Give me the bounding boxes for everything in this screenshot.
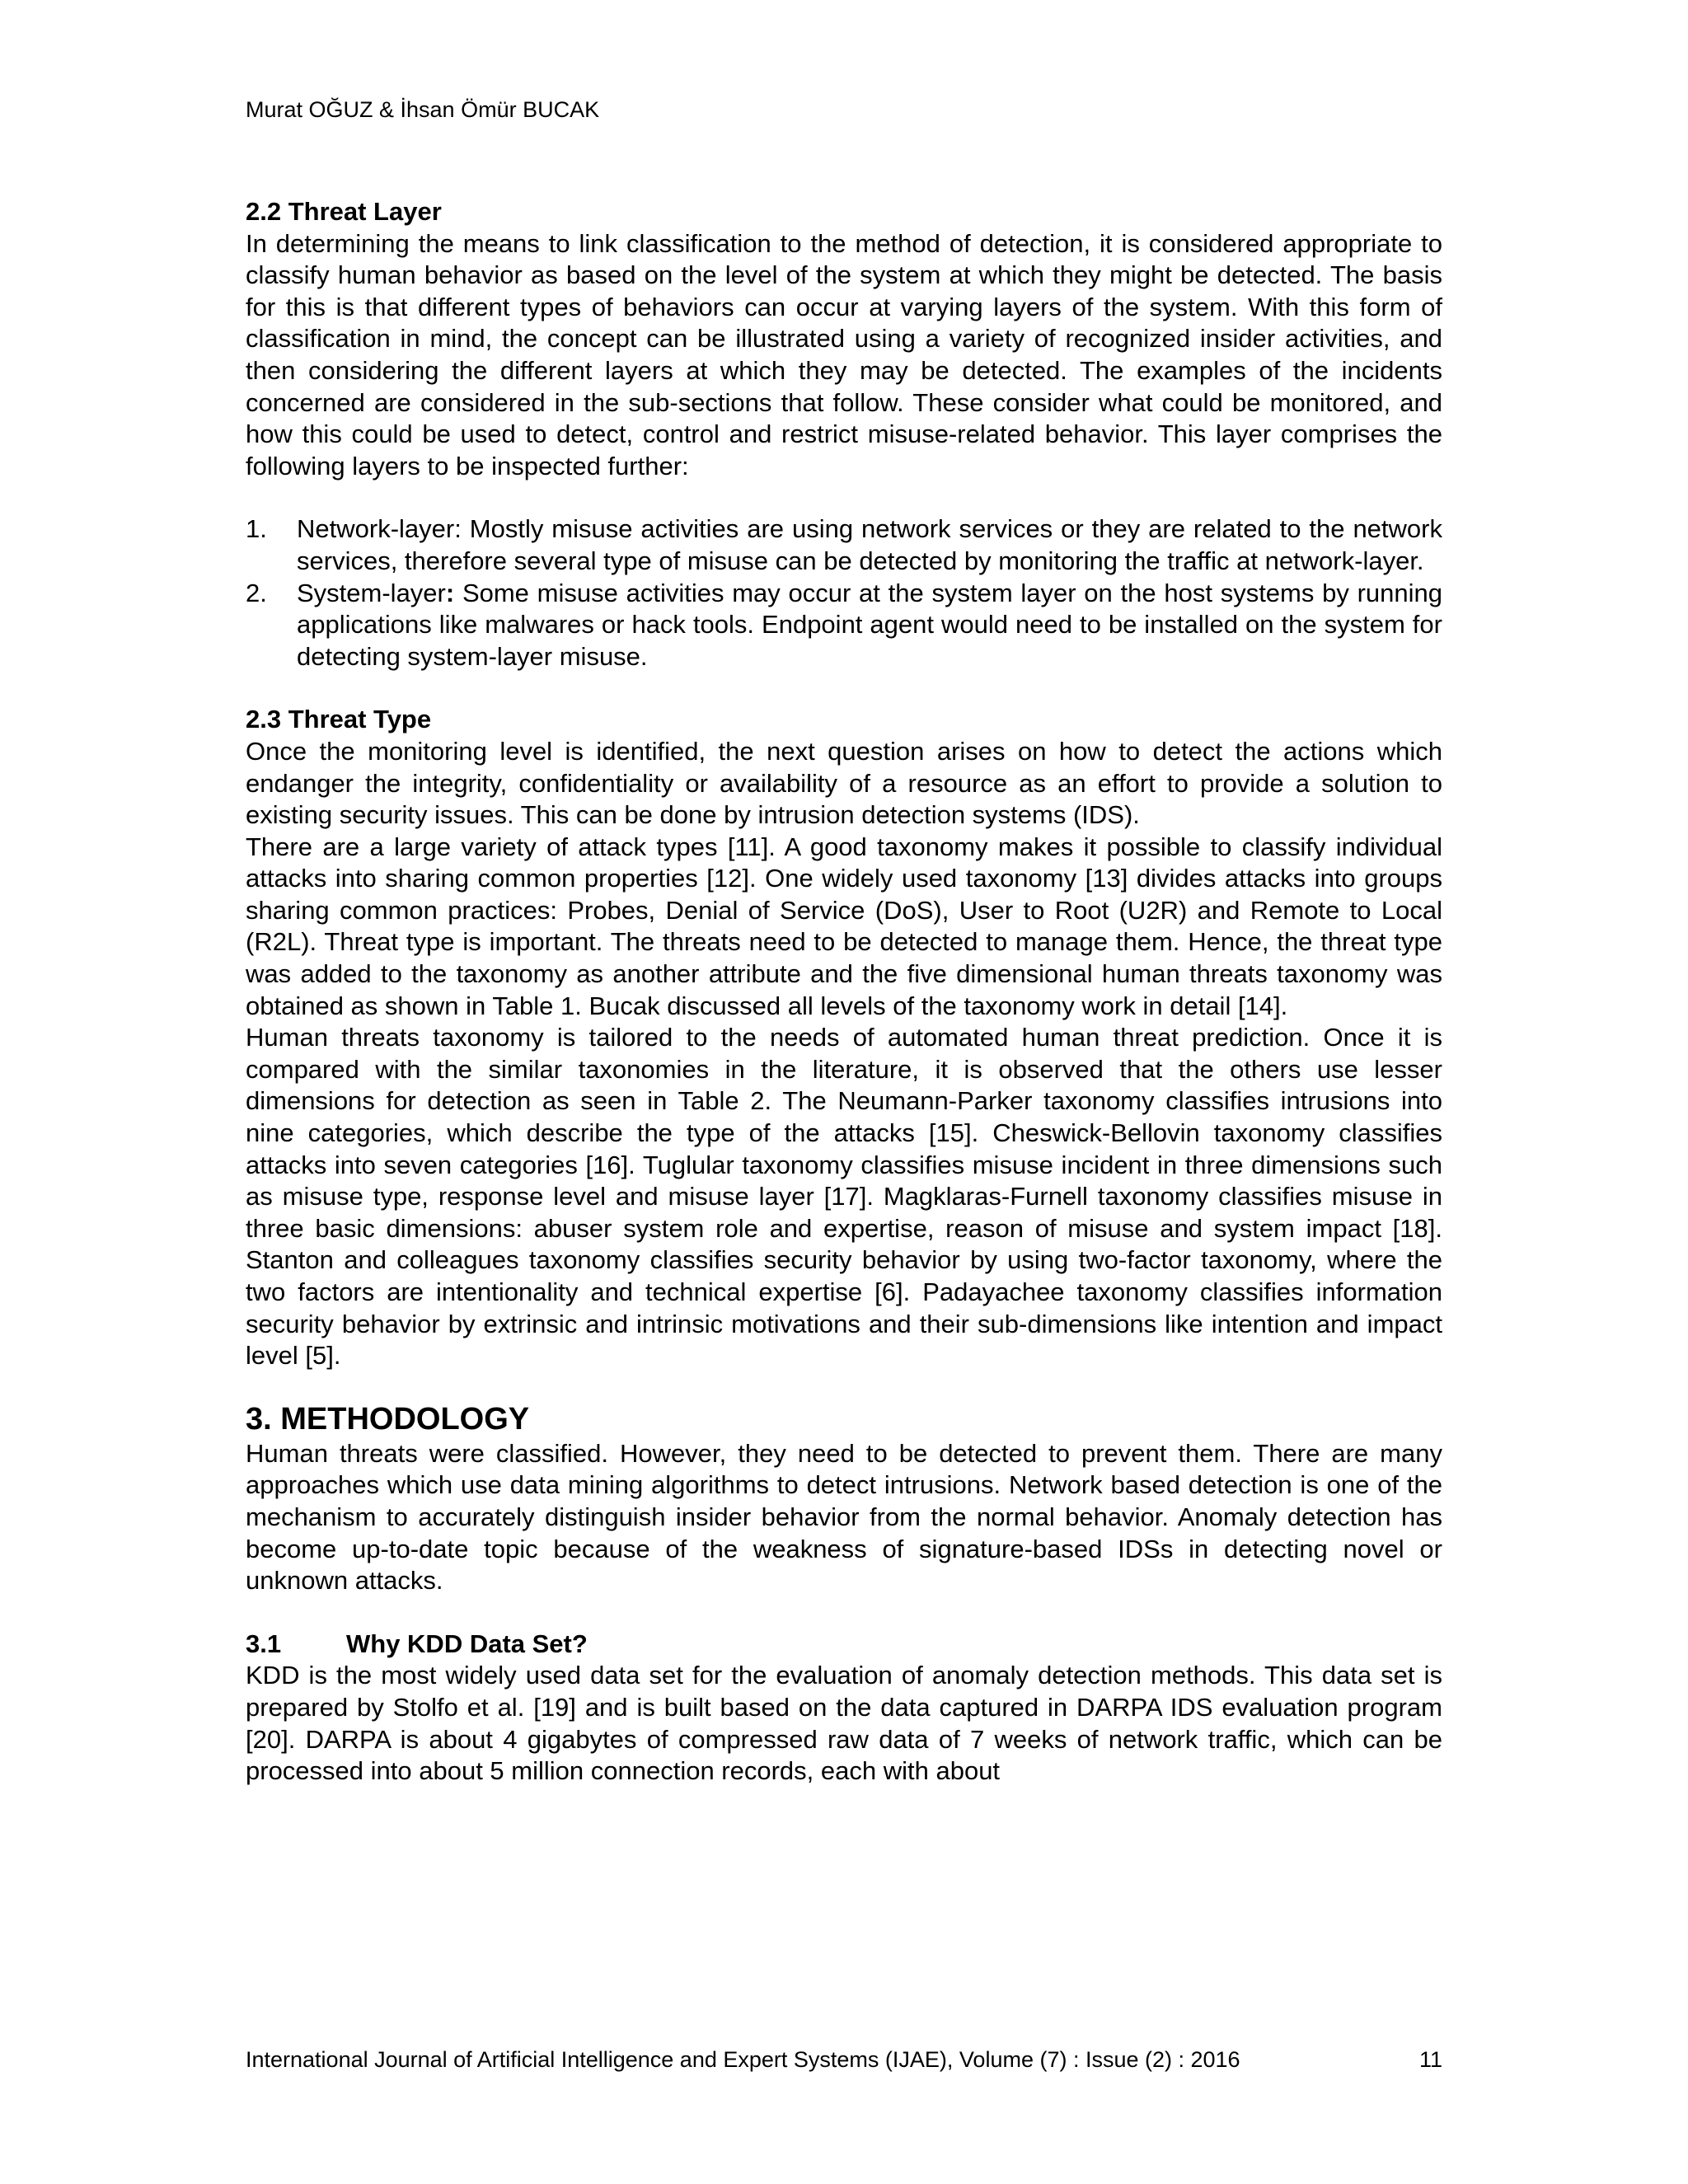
section-3-1-number: 3.1 [246, 1629, 282, 1658]
threat-layer-list [246, 513, 1442, 673]
list-item-label: Network-layer [297, 514, 455, 544]
list-item-text: Mostly misuse activities are using network services or they are related to the network services, therefore several type of misuse can be detected by monitoring the traffic at network-layer. [297, 514, 1442, 575]
section-2-2-heading: 2.2 Threat Layer [246, 197, 442, 226]
list-item-number: 1. [246, 514, 267, 544]
section-2-3-paragraph-3: Human threats taxonomy is tailored to the needs of automated human threat prediction. Once it is compared with the similar taxonomies in the literature, it is observed that the others use lesser dimensions for detection as seen in Table 2. The Neumann-Parker taxonomy classifies intrusions into nine categories, which describe the type of the attacks [15]. Cheswick-Bellovin taxonomy classifies attacks into seven categories [16]. Tuglular taxonomy classifies misuse incident in three dimensions such as misuse type, response level and misuse layer [17]. Magklaras-Furnell taxonomy classifies misuse in three basic dimensions: abuser system role and expertise, reason of misuse and system impact [18]. Stanton and colleagues taxonomy classifies security behavior by using two-factor taxonomy, where the two factors are intentionality and technical expertise [6]. Padayachee taxonomy classifies information security behavior by extrinsic and intrinsic motivations and their sub-dimensions like intention and impact level [5]. [246, 1023, 1442, 1371]
section-2-3-paragraph-1: Once the monitoring level is identified, the next question arises on how to detect the actions which endanger the integrity, confidentiality or availability of a resource as an effort to provide a solution to existing security issues. This can be done by intrusion detection systems (IDS). [246, 736, 1442, 830]
list-item-label: System-layer [297, 578, 446, 607]
section-2-3-heading: 2.3 Threat Type [246, 705, 432, 734]
page-footer [246, 2047, 1442, 2073]
section-3-paragraph-1: Human threats were classified. However, they need to be detected to prevent them. There are many approaches which use data mining algorithms to detect intrusions. Network based detection is one of the mechanism to accurately distinguish insider behavior from the normal behavior. Anomaly detection has become up-to-date topic because of the weakness of signature-based IDSs in detecting novel or unknown attacks. [246, 1438, 1442, 1596]
section-3-1-heading [246, 1629, 1442, 1661]
list-item [246, 513, 1442, 577]
list-item-separator: : [454, 514, 462, 544]
page-content [246, 196, 1442, 1788]
list-item [246, 578, 1442, 673]
list-item-text: Some misuse activities may occur at the system layer on the host systems by running applications like malwares or hack tools. Endpoint agent would need to be installed on the system for detecting system-layer misuse. [297, 578, 1442, 671]
list-item-number: 2. [246, 578, 267, 607]
section-2-2-paragraph-1: In determining the means to link classification to the method of detection, it is considered appropriate to classify human behavior as based on the level of the system at which they might be detected. The basis for this is that different types of behaviors can occur at varying layers of the system. With this form of classification in mind, the concept can be illustrated using a variety of recognized insider activities, and then considering the different layers at which they may be detected. The examples of the incidents concerned are considered in the sub-sections that follow. These consider what could be monitored, and how this could be used to detect, control and restrict misuse-related behavior. This layer comprises the following layers to be inspected further: [246, 228, 1442, 480]
section-3-1-title: Why KDD Data Set? [346, 1629, 588, 1658]
section-2-3-paragraph-2: There are a large variety of attack types [11]. A good taxonomy makes it possible to classify individual attacks into sharing common properties [12]. One widely used taxonomy [13] divides attacks into groups sharing common practices: Probes, Denial of Service (DoS), User to Root (U2R) and Remote to Local (R2L). Threat type is important. The threats need to be detected to manage them. Hence, the threat type was added to the taxonomy as another attribute and the five dimensional human threats taxonomy was obtained as shown in Table 1. Bucak discussed all levels of the taxonomy work in detail [14]. [246, 832, 1442, 1020]
section-3-1-paragraph-1: KDD is the most widely used data set for the evaluation of anomaly detection methods. This data set is prepared by Stolfo et al. [19] and is built based on the data captured in DARPA IDS evaluation program [20]. DARPA is about 4 gigabytes of compressed raw data of 7 weeks of network traffic, which can be processed into about 5 million connection records, each with about [246, 1661, 1442, 1786]
page-number: 11 [1418, 2047, 1442, 2072]
footer-journal: International Journal of Artificial Intelligence and Expert Systems (IJAE), Volume (7) : Issue (2) : 2016 [246, 2047, 1240, 2072]
list-item-separator: : [445, 578, 455, 607]
running-header: Murat OĞUZ & İhsan Ömür BUCAK [246, 97, 600, 122]
section-3-heading: 3. METHODOLOGY [246, 1401, 530, 1436]
